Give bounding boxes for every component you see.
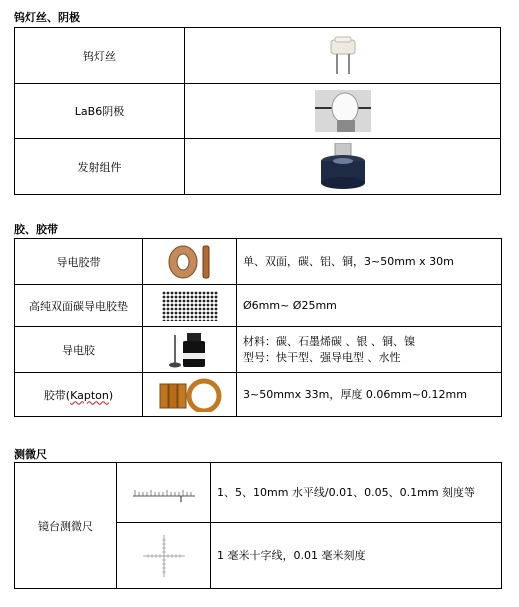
row-description [237,327,502,373]
label-kapton: Kapton [70,388,109,402]
table-row [15,285,502,327]
section-title-filament: 钨灯丝、阴极 [14,11,80,24]
image-carbon-pad-grid [143,285,237,327]
row-label: 发射组件 [15,139,185,195]
table-row [15,373,502,417]
table-row [15,84,501,139]
tape-table [14,238,502,417]
row-label: 钨灯丝 [15,28,185,84]
image-lab6-cathode [185,84,501,139]
section-title-tape: 胶、胶带 [14,223,58,236]
image-tungsten-filament [185,28,501,84]
image-linear-scale [117,463,211,523]
desc-line-materials: 材料：碳、石墨烯碳 、银 、铜、镍 [243,334,415,348]
row-description: 3~50mmx 33m，厚度 0.06mm~0.12mm [237,373,502,417]
row-label [15,373,143,417]
label-prefix: 胶带( [43,388,71,402]
label-suffix: ) [108,388,114,402]
row-label: 导电胶 [15,327,143,373]
row-label: 镜台测微尺 [15,463,117,589]
row-description: 单、双面，碳、铝、铜，3~50mm x 30m [237,239,502,285]
table-row [15,28,501,84]
filament-table [14,27,501,195]
image-conductive-tape [143,239,237,285]
row-description: 1 毫米十字线，0.01 毫米刻度 [211,523,502,589]
row-description: Ø6mm~ Ø25mm [237,285,502,327]
micrometer-table [14,462,502,589]
image-kapton-tape-rolls [143,373,237,417]
row-label: 高纯双面碳导电胶垫 [15,285,143,327]
row-description: 1、5、10mm 水平线/0.01、0.05、0.1mm 刻度等 [211,463,502,523]
image-emission-assembly [185,139,501,195]
image-conductive-glue [143,327,237,373]
image-crosshair-scale [117,523,211,589]
table-row [15,239,502,285]
row-label: LaB6阴极 [15,84,185,139]
table-row [15,327,502,373]
desc-line-models: 型号：快干型、强导电型 、水性 [243,350,401,364]
section-title-micrometer: 测微尺 [14,448,47,461]
table-row [15,139,501,195]
row-label: 导电胶带 [15,239,143,285]
table-row [15,463,502,523]
